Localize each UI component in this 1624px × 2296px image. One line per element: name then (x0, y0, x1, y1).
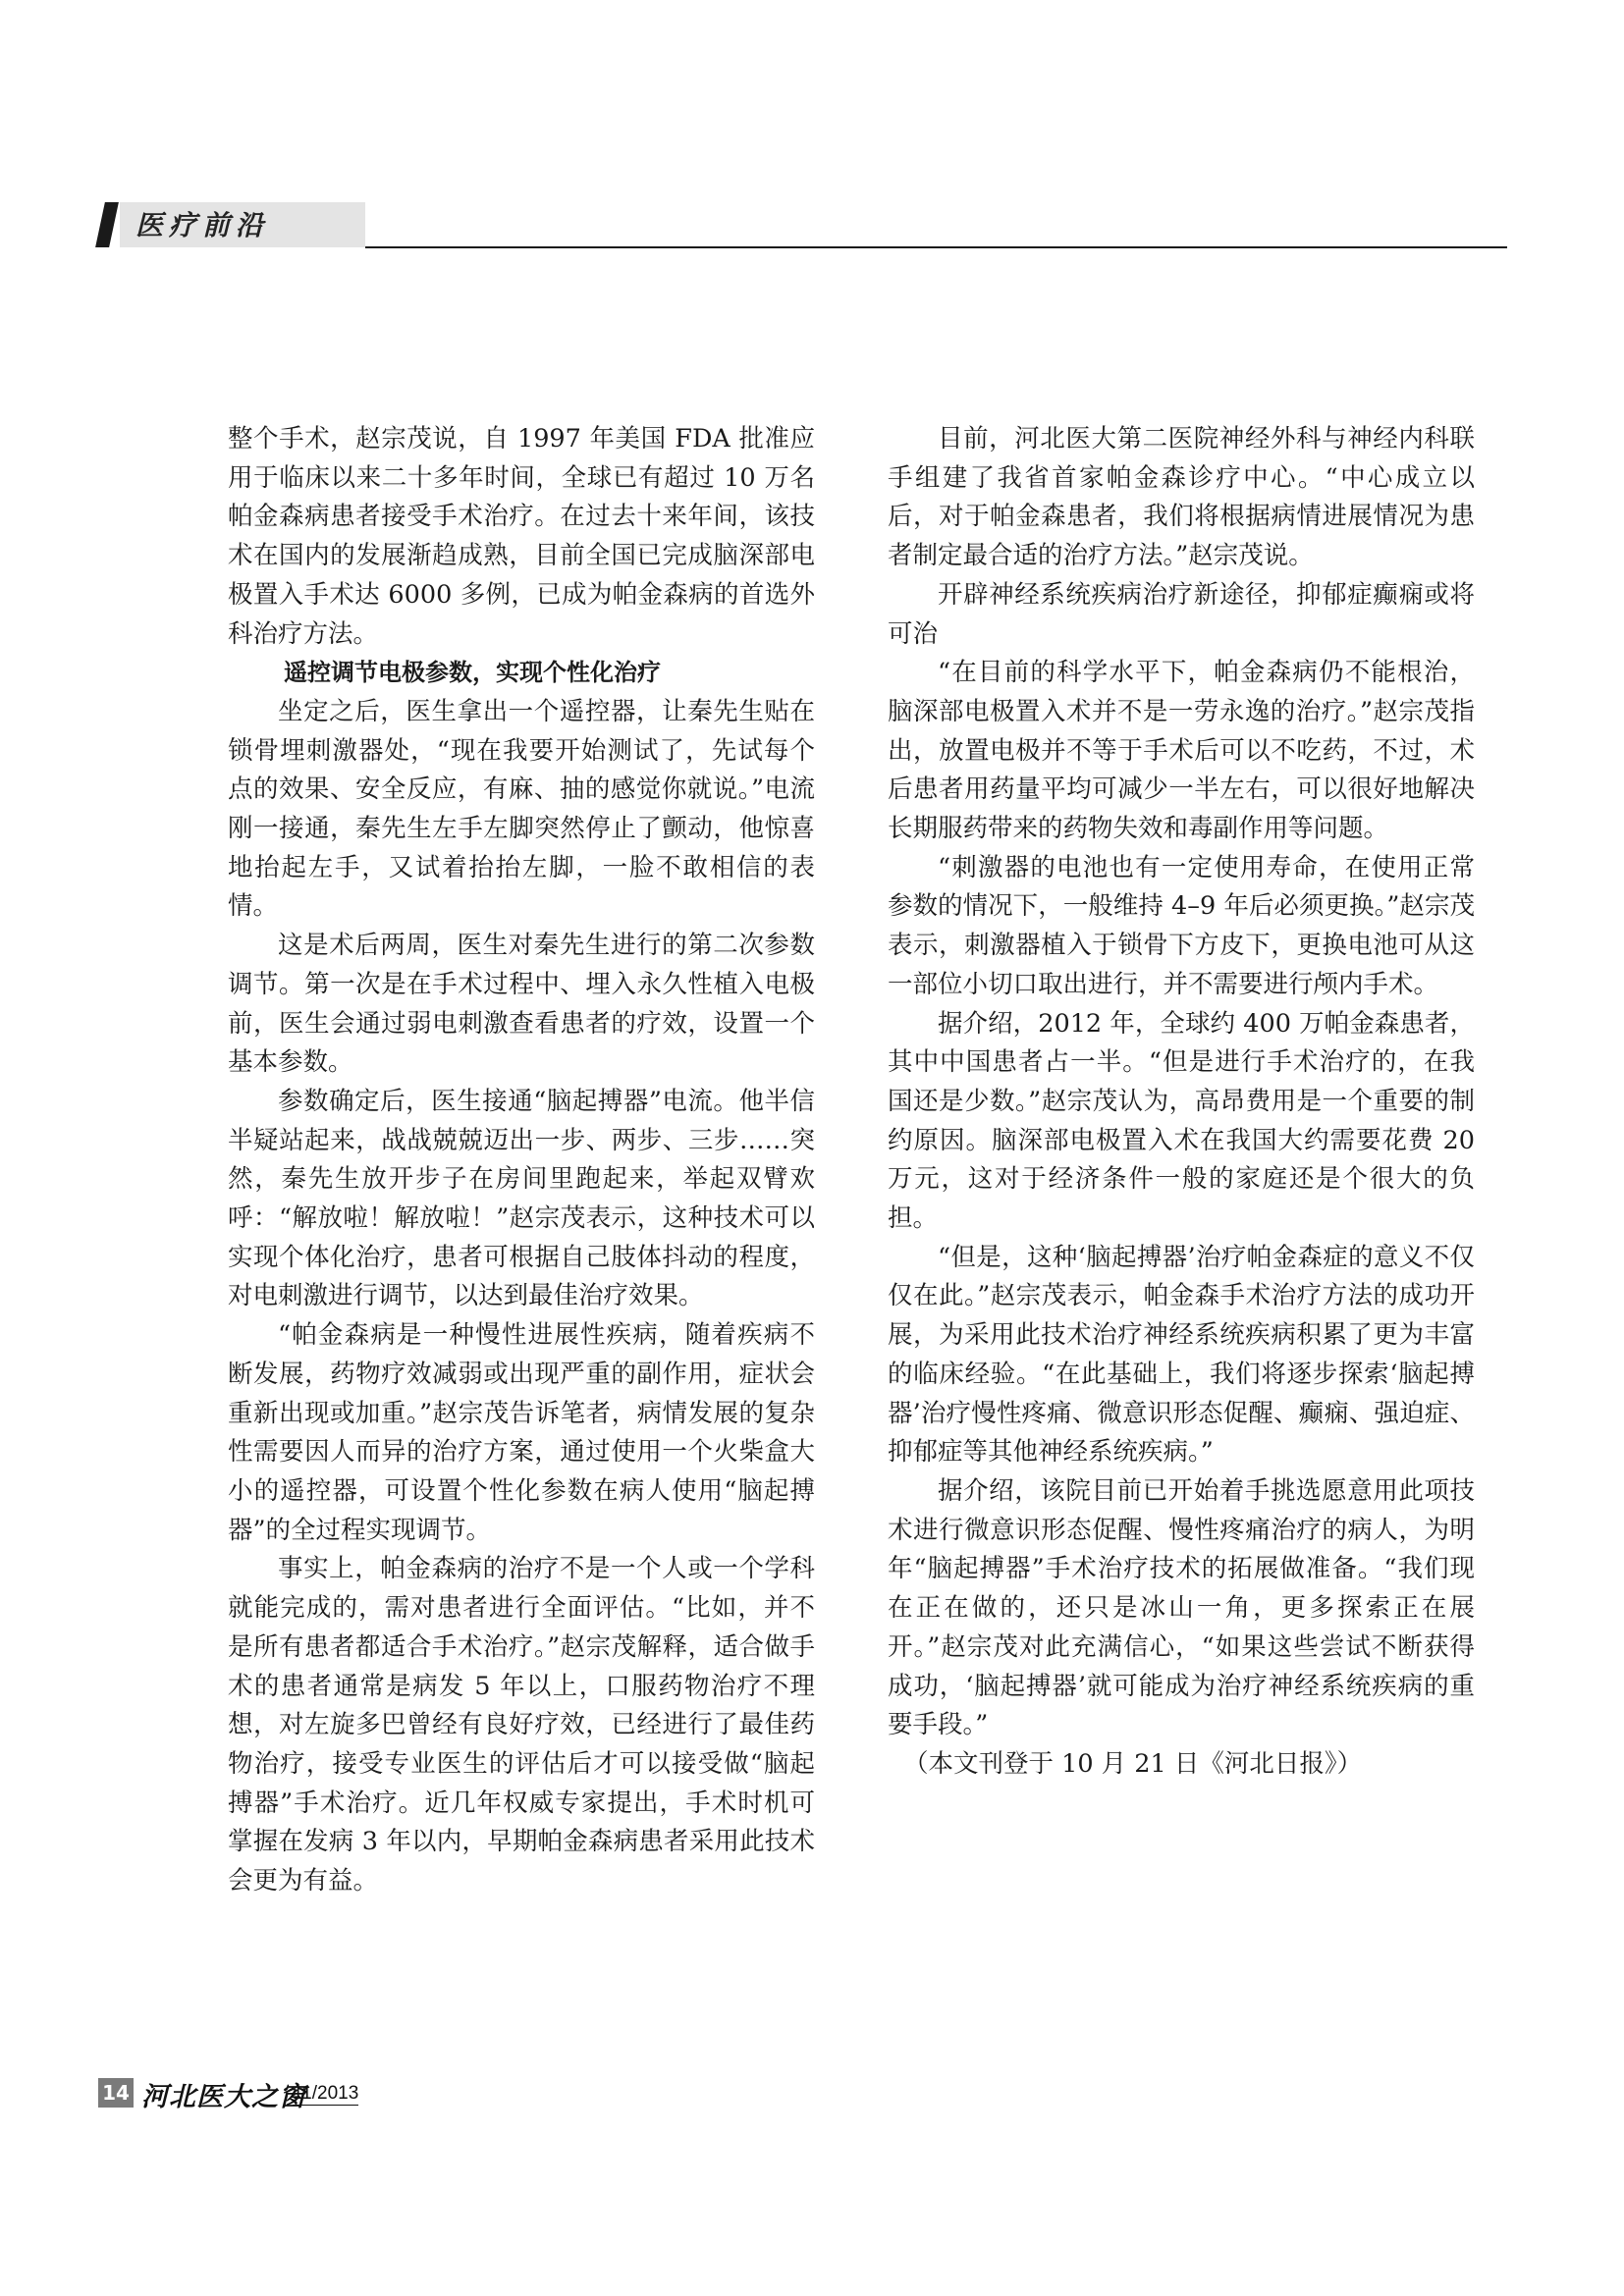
body-paragraph: 据介绍，该院目前已开始着手挑选愿意用此项技术进行微意识形态促醒、慢性疼痛治疗的病人，为明年“脑起搏器”手术治疗技术的拓展做准备。“我们现在正在做的，还只是冰山一角，更多探索正在展开。”赵宗茂对此充满信心，“如果这些尝试不断获得成功，‘脑起搏器’就可能成为治疗神经系统疾病的重要手段。” (888, 1475, 1475, 1740)
body-paragraph: 参数确定后，医生接通“脑起搏器”电流。他半信半疑站起来，战战兢兢迈出一步、两步、三步……突然，秦先生放开步子在房间里跑起来，举起双臂欢呼：“解放啦！解放啦！”赵宗茂表示，这种技术可以实现个体化治疗，患者可根据自己肢体抖动的程度，对电刺激进行调节，以达到最佳治疗效果。 (228, 1086, 815, 1311)
body-paragraph: “帕金森病是一种慢性进展性疾病，随着疾病不断发展，药物疗效减弱或出现严重的副作用，症状会重新出现或加重。”赵宗茂告诉笔者，病情发展的复杂性需要因人而异的治疗方案，通过使用一个火柴盒大小的遥控器，可设置个性化参数在病人使用“脑起搏器”的全过程实现调节。 (228, 1320, 815, 1545)
journal-name: 河北医大之窗 (141, 2082, 306, 2112)
right-column (888, 420, 1475, 1785)
body-paragraph: 整个手术，赵宗茂说，自 1997 年美国 FDA 批准应用于临床以来二十多年时间，全球已有超过 10 万名帕金森病患者接受手术治疗。在过去十来年间，该技术在国内的发展渐趋成熟，目前全国已完成脑深部电极置入手术达 6000 多例，已成为帕金森病的首选外科治疗方法。 (228, 424, 815, 649)
body-paragraph: 目前，河北医大第二医院神经外科与神经内科联手组建了我省首家帕金森诊疗中心。“中心成立以后，对于帕金森患者，我们将根据病情进展情况为患者制定最合适的治疗方法。”赵宗茂说。 (888, 424, 1475, 571)
body-paragraph: 开辟神经系统疾病治疗新途径，抑郁症癫痫或将可治 (888, 579, 1475, 649)
body-paragraph: 据介绍，2012 年，全球约 400 万帕金森患者，其中中国患者占一半。“但是进行手术治疗的，在我国还是少数。”赵宗茂认为，高昂费用是一个重要的制约原因。脑深部电极置入术在我国大约需要花费 20 万元，这对于经济条件一般的家庭还是个很大的负担。 (888, 1008, 1475, 1234)
body-paragraph: 坐定之后，医生拿出一个遥控器，让秦先生贴在锁骨埋刺激器处，“现在我要开始测试了，先试每个点的效果、安全反应，有麻、抽的感觉你就说。”电流刚一接通，秦先生左手左脚突然停止了颤动，他惊喜地抬起左手，又试着抬抬左脚，一脸不敢相信的表情。 (228, 696, 815, 922)
page-footer (98, 2074, 511, 2113)
page-number: 14 (98, 2078, 134, 2108)
body-paragraph: “刺激器的电池也有一定使用寿命，在使用正常参数的情况下，一般维持 4–9 年后必须更换。”赵宗茂表示，刺激器植入于锁骨下方皮下，更换电池可从这一部位小切口取出进行，并不需要进行颅内手术。 (888, 852, 1475, 999)
section-header (88, 194, 1414, 253)
source-credit: （本文刊登于 10 月 21 日《河北日报》） (903, 1748, 1363, 1779)
header-rule (365, 246, 1507, 248)
left-column (228, 420, 815, 1901)
body-paragraph: 事实上，帕金森病的治疗不是一个人或一个学科就能完成的，需对患者进行全面评估。“比如，并不是所有患者都适合手术治疗。”赵宗茂解释，适合做手术的患者通常是病发 5 年以上，口服药物治疗不理想，对左旋多巴曾经有良好疗效，已经进行了最佳药物治疗，接受专业医生的评估后才可以接受做“脑起搏器”手术治疗。近几年权威专家提出，手术时机可掌握在发病 3 年以内，早期帕金森病患者采用此技术会更为有益。 (228, 1554, 815, 1896)
body-paragraph: “但是，这种‘脑起搏器’治疗帕金森症的意义不仅仅在此。”赵宗茂表示，帕金森手术治疗方法的成功开展，为采用此技术治疗神经系统疾病积累了更为丰富的临床经验。“在此基础上，我们将逐步探索‘脑起搏器’治疗慢性疼痛、微意识形态促醒、癫痫、强迫症、抑郁症等其他神经系统疾病。” (888, 1242, 1475, 1468)
issue-label: 11/2013 (293, 2083, 359, 2104)
header-accent-bar (95, 202, 119, 247)
section-subheading: 遥控调节电极参数，实现个性化治疗 (284, 659, 661, 687)
body-paragraph: “在目前的科学水平下，帕金森病仍不能根治，脑深部电极置入术并不是一劳永逸的治疗。”赵宗茂指出，放置电极并不等于手术后可以不吃药，不过，术后患者用药量平均可减少一半左右，可以很好地解决长期服药带来的药物失效和毒副作用等问题。 (888, 658, 1475, 844)
section-title: 医疗前沿 (135, 209, 270, 241)
body-paragraph: 这是术后两周，医生对秦先生进行的第二次参数调节。第一次是在手术过程中、埋入永久性植入电极前，医生会通过弱电刺激查看患者的疗效，设置一个基本参数。 (228, 931, 815, 1078)
